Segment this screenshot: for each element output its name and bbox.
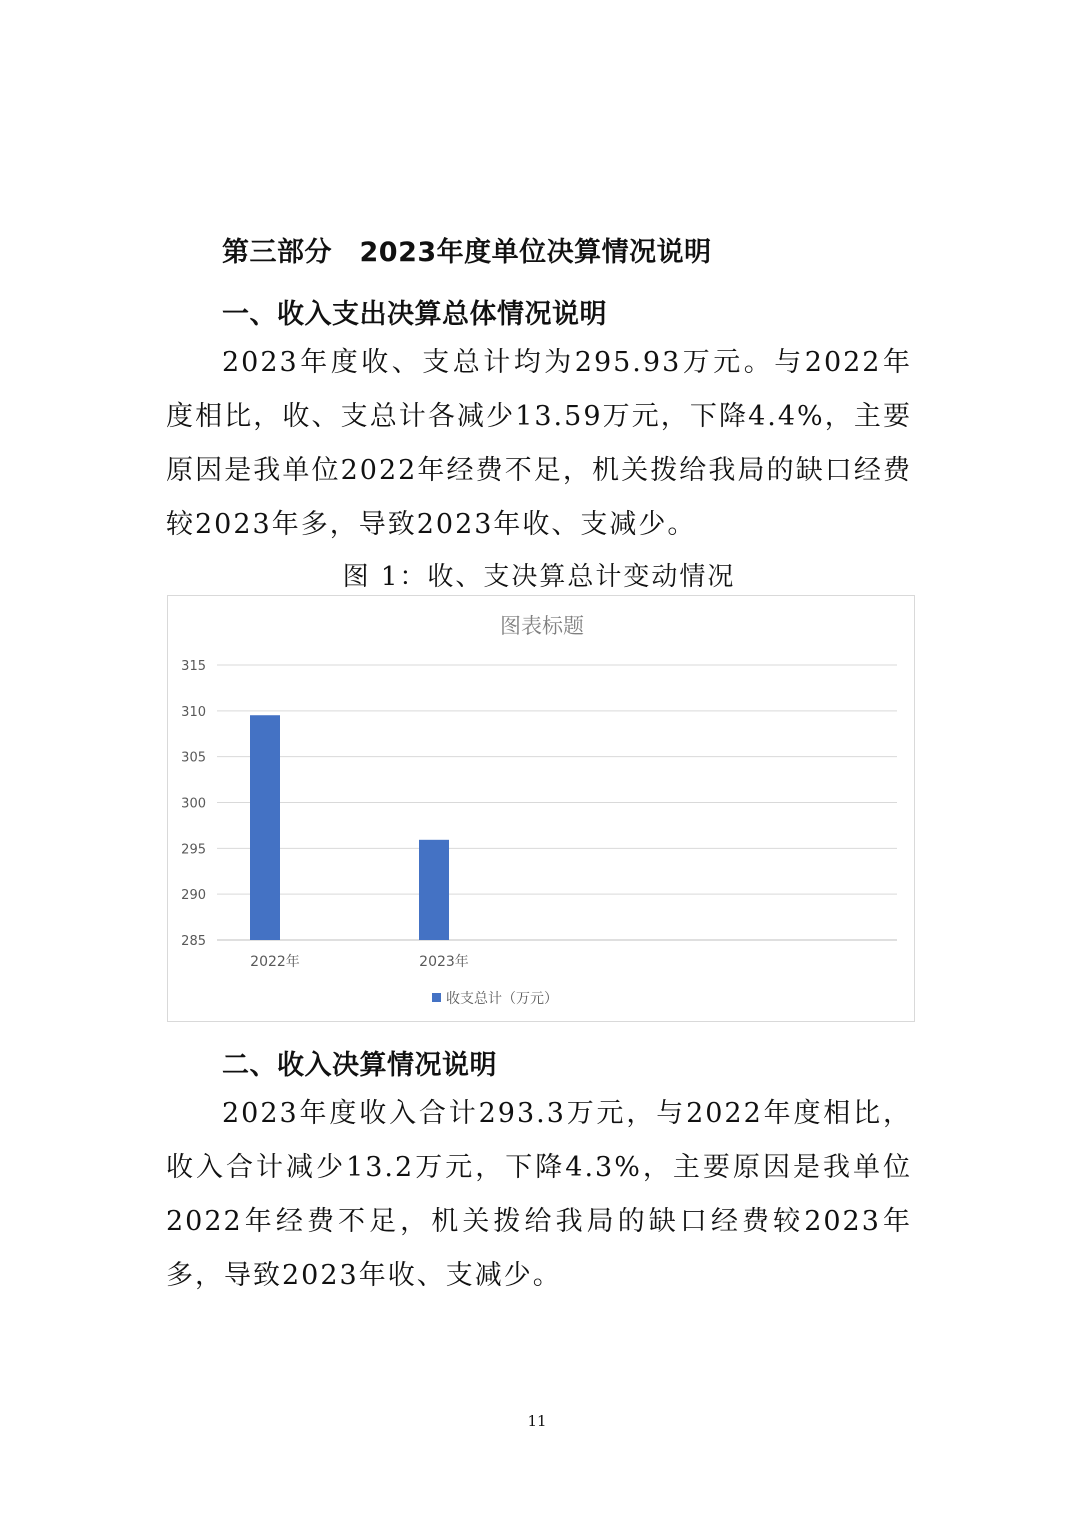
bar-2022年 — [250, 715, 280, 940]
y-tick-label: 315 — [181, 659, 206, 674]
heading-income-expense-overview: 一、收入支出决算总体情况说明 — [222, 299, 607, 330]
heading-income-final-accounts: 二、收入决算情况说明 — [222, 1050, 497, 1081]
y-tick-label: 285 — [181, 934, 206, 949]
y-tick-label: 310 — [181, 704, 206, 720]
x-tick-label: 2023年 — [419, 954, 469, 970]
bar-2023年 — [419, 840, 449, 940]
chart-title: 图表标题 — [500, 614, 584, 638]
section-title: 第三部分 2023年度单位决算情况说明 — [222, 237, 712, 268]
y-tick-label: 300 — [181, 796, 206, 812]
y-tick-label: 305 — [181, 750, 206, 766]
chart-svg — [168, 596, 916, 1023]
x-tick-label: 2022年 — [250, 954, 300, 970]
paragraph-income-expense-overview: 2023年度收、支总计均为295.93万元。与2022年度相比，收、支总计各减少13.59万元，下降4.4%，主要原因是我单位2022年经费不足，机关拨给我局的缺口经费较2023年多，导致2023年收、支减少。 — [166, 347, 912, 540]
y-tick-label: 290 — [181, 888, 206, 904]
legend-label: 收支总计（万元） — [446, 991, 558, 1007]
bar-chart — [167, 595, 915, 1022]
paragraph-income-final-accounts: 2023年度收入合计293.3万元，与2022年度相比，收入合计减少13.2万元，下降4.3%，主要原因是我单位2022年经费不足，机关拨给我局的缺口经费较2023年多，导致2023年收、支减少。 — [166, 1098, 912, 1291]
figure-caption: 图 1：收、支决算总计变动情况 — [342, 562, 736, 592]
y-tick-label: 295 — [181, 842, 206, 858]
page-number: 11 — [527, 1412, 547, 1430]
legend-swatch — [432, 993, 441, 1002]
